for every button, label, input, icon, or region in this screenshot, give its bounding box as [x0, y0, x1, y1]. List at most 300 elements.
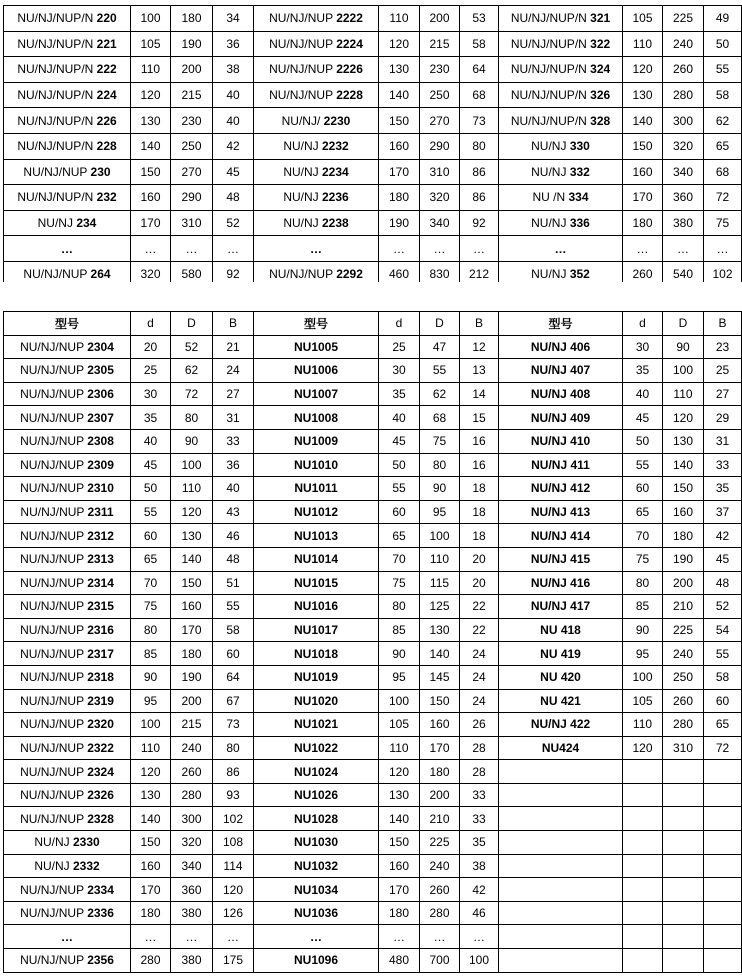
value-B: 80	[460, 133, 499, 159]
model-number: 2304	[87, 339, 114, 354]
value-D: 52	[171, 335, 213, 359]
table-row	[4, 807, 742, 831]
model-cell	[4, 429, 131, 453]
value-D: 110	[420, 547, 460, 571]
model-prefix: NU/NJ/NUP/N	[17, 36, 97, 51]
model-cell	[254, 547, 379, 571]
model-prefix: NU/NJ/NUP	[20, 646, 88, 661]
value-d: 80	[623, 571, 663, 595]
value-D	[663, 878, 704, 902]
model-prefix: NU/NJ/NUP	[20, 363, 88, 378]
model-prefix: NU/NJ	[531, 267, 570, 282]
value-d: 105	[623, 689, 663, 713]
model-cell	[499, 618, 623, 642]
value-d: …	[131, 925, 171, 949]
model-cell	[499, 760, 623, 784]
value-B: 24	[460, 642, 499, 666]
value-D: 215	[171, 82, 213, 108]
model-number: NU1024	[293, 764, 339, 779]
table-row	[4, 500, 742, 524]
model-number: 2310	[87, 481, 114, 496]
value-D: 250	[420, 82, 460, 108]
model-prefix: NU/NJ/NUP/N	[510, 88, 591, 103]
value-d: 130	[131, 783, 171, 807]
value-D: 180	[420, 760, 460, 784]
model-cell	[254, 453, 379, 477]
model-cell	[4, 236, 131, 262]
value-B: 126	[213, 901, 254, 925]
table-row	[4, 689, 742, 713]
value-d: 130	[379, 57, 420, 83]
header-model-2: 型号	[254, 312, 379, 336]
table-row	[4, 382, 742, 406]
value-d: 90	[131, 665, 171, 689]
model-prefix: NU/NJ/NUP/N	[17, 62, 97, 77]
value-D: 310	[420, 159, 460, 185]
value-B: 102	[704, 261, 742, 287]
value-d: 260	[623, 261, 663, 287]
value-D	[663, 783, 704, 807]
value-B: 67	[213, 689, 254, 713]
value-D: 180	[171, 642, 213, 666]
model-number: 2320	[87, 717, 114, 732]
value-D: 170	[420, 736, 460, 760]
model-number: NU1018	[293, 646, 339, 661]
table-row	[4, 406, 742, 430]
model-number: …	[310, 241, 322, 256]
value-D: 240	[171, 736, 213, 760]
value-d: 35	[379, 382, 420, 406]
value-D: …	[171, 925, 213, 949]
value-B: 31	[213, 406, 254, 430]
table-row	[4, 901, 742, 925]
model-cell	[499, 406, 623, 430]
value-d	[623, 783, 663, 807]
value-B: 42	[213, 133, 254, 159]
value-d: …	[379, 925, 420, 949]
model-cell	[499, 642, 623, 666]
model-cell	[499, 185, 623, 211]
value-D: 225	[663, 6, 704, 32]
model-number: 220	[96, 11, 117, 26]
value-B: 72	[704, 736, 742, 760]
model-number: 2234	[321, 164, 349, 179]
value-d: 110	[131, 736, 171, 760]
value-D: 540	[663, 261, 704, 287]
value-B: 37	[704, 500, 742, 524]
table-row	[4, 736, 742, 760]
model-cell	[4, 901, 131, 925]
value-B: 34	[213, 6, 254, 32]
model-prefix: NU/NJ/NUP	[20, 764, 88, 779]
value-B: 45	[704, 547, 742, 571]
value-B: 16	[460, 429, 499, 453]
value-d: 95	[379, 665, 420, 689]
value-d: 150	[379, 108, 420, 134]
table-row	[4, 477, 742, 501]
model-cell	[254, 133, 379, 159]
value-D	[663, 807, 704, 831]
model-number: 2318	[87, 670, 114, 685]
value-d: 460	[379, 261, 420, 287]
model-cell	[4, 760, 131, 784]
model-cell	[4, 524, 131, 548]
model-cell	[254, 901, 379, 925]
value-d: 170	[379, 159, 420, 185]
value-d: 105	[623, 6, 663, 32]
model-prefix: NU/NJ	[34, 835, 73, 850]
value-d: 110	[379, 736, 420, 760]
value-D: 580	[171, 261, 213, 287]
value-B: 86	[460, 185, 499, 211]
model-number: 224	[96, 88, 117, 103]
model-prefix: NU/NJ/NUP	[20, 740, 88, 755]
model-cell	[4, 595, 131, 619]
value-D: 140	[663, 453, 704, 477]
value-d: 65	[131, 547, 171, 571]
value-B: 102	[213, 807, 254, 831]
value-D	[663, 760, 704, 784]
value-d: 80	[379, 595, 420, 619]
model-cell	[499, 210, 623, 236]
model-number: 324	[590, 62, 611, 77]
value-B: 23	[704, 335, 742, 359]
model-number: 328	[590, 113, 611, 128]
model-cell	[4, 133, 131, 159]
table-row	[4, 429, 742, 453]
value-B: 33	[460, 783, 499, 807]
model-number: 2226	[336, 62, 363, 77]
value-D: 340	[663, 159, 704, 185]
value-D: 250	[663, 665, 704, 689]
model-cell	[4, 665, 131, 689]
model-cell	[254, 524, 379, 548]
model-number: 2313	[87, 552, 114, 567]
model-prefix: NU/NJ/NUP/N	[17, 190, 97, 205]
value-d: 150	[623, 133, 663, 159]
value-D: 270	[420, 108, 460, 134]
model-cell	[499, 359, 623, 383]
value-d: 20	[131, 335, 171, 359]
value-D: 200	[420, 783, 460, 807]
value-D: 140	[420, 642, 460, 666]
model-number: 230	[90, 164, 111, 179]
table-row	[4, 665, 742, 689]
model-cell	[4, 547, 131, 571]
value-B: 108	[213, 831, 254, 855]
value-d: …	[379, 236, 420, 262]
model-number: 2309	[87, 457, 114, 472]
model-cell	[499, 335, 623, 359]
value-B: 62	[704, 108, 742, 134]
value-D: 215	[420, 31, 460, 57]
model-number: NU1015	[293, 575, 339, 590]
value-B: 58	[460, 31, 499, 57]
value-D: 80	[171, 406, 213, 430]
header-d-2: d	[379, 312, 420, 336]
model-cell	[4, 108, 131, 134]
value-D: 310	[663, 736, 704, 760]
value-d: 120	[379, 31, 420, 57]
value-d	[623, 807, 663, 831]
model-number: 2236	[321, 190, 349, 205]
value-B: 75	[704, 210, 742, 236]
model-cell	[254, 736, 379, 760]
value-D	[663, 925, 704, 949]
model-cell	[254, 925, 379, 949]
value-d: 35	[623, 359, 663, 383]
model-number: NU/NJ 408	[530, 387, 591, 402]
model-cell	[254, 335, 379, 359]
value-B: …	[213, 236, 254, 262]
table-row	[4, 524, 742, 548]
value-B: 46	[213, 524, 254, 548]
model-prefix: NU/NJ/NUP	[20, 505, 88, 520]
model-cell	[4, 335, 131, 359]
model-number: …	[554, 241, 567, 256]
model-cell	[499, 878, 623, 902]
model-number: NU1022	[293, 740, 339, 755]
value-d: 60	[623, 477, 663, 501]
value-d: 105	[379, 713, 420, 737]
value-B: …	[460, 236, 499, 262]
value-d: 45	[379, 429, 420, 453]
value-B: 212	[460, 261, 499, 287]
model-cell	[4, 878, 131, 902]
value-d: 110	[131, 57, 171, 83]
value-B: 65	[704, 133, 742, 159]
value-d: 55	[131, 500, 171, 524]
table-row	[4, 713, 742, 737]
model-number: 234	[76, 216, 97, 231]
value-B: 36	[213, 31, 254, 57]
model-number: 2326	[87, 788, 114, 803]
value-D: 130	[663, 429, 704, 453]
model-cell	[4, 6, 131, 32]
value-D	[663, 949, 704, 973]
table-row	[4, 359, 742, 383]
value-B: 38	[213, 57, 254, 83]
value-B: 22	[460, 595, 499, 619]
value-B: 51	[213, 571, 254, 595]
value-d: 100	[131, 713, 171, 737]
model-number: NU/NJ 406	[530, 339, 591, 354]
model-number: 2328	[87, 811, 114, 826]
value-d	[623, 949, 663, 973]
value-D: 150	[420, 689, 460, 713]
value-B: 58	[704, 665, 742, 689]
value-B: 86	[460, 159, 499, 185]
value-B: 14	[460, 382, 499, 406]
model-cell	[4, 82, 131, 108]
model-cell	[4, 854, 131, 878]
value-d: 480	[379, 949, 420, 973]
model-cell	[4, 783, 131, 807]
model-cell	[254, 108, 379, 134]
value-D: 320	[420, 185, 460, 211]
model-prefix: NU/NJ	[37, 216, 77, 231]
model-prefix: NU /N	[532, 190, 569, 205]
model-number: NU1005	[293, 339, 339, 354]
model-prefix: NU/NJ/NUP	[20, 528, 88, 543]
value-d: 90	[379, 642, 420, 666]
model-prefix: NU/NJ/NUP	[20, 623, 88, 638]
model-number: NU1006	[293, 363, 339, 378]
value-B: 26	[460, 713, 499, 737]
model-prefix: NU/NJ	[34, 858, 73, 873]
value-B: 55	[704, 642, 742, 666]
model-number: NU/NJ 412	[530, 481, 591, 496]
value-B: 53	[460, 6, 499, 32]
model-prefix: NU/NJ	[283, 190, 322, 205]
table-row	[4, 618, 742, 642]
model-number: NU1032	[293, 858, 339, 873]
value-B	[704, 854, 742, 878]
model-cell	[499, 807, 623, 831]
value-D: …	[171, 236, 213, 262]
model-number: 2222	[336, 11, 363, 26]
model-cell	[254, 57, 379, 83]
value-B: 73	[460, 108, 499, 134]
value-d: 75	[131, 595, 171, 619]
value-d: 150	[131, 831, 171, 855]
model-prefix: NU/NJ/NUP	[20, 953, 88, 968]
value-B	[704, 807, 742, 831]
value-B: 28	[460, 736, 499, 760]
model-number: 2228	[336, 88, 363, 103]
value-d: 70	[623, 524, 663, 548]
model-number: NU 419	[540, 646, 581, 661]
table-row	[4, 210, 742, 236]
value-d: 140	[379, 807, 420, 831]
model-prefix: NU/NJ/NUP	[20, 882, 88, 897]
value-B: 55	[213, 595, 254, 619]
table-row	[4, 236, 742, 262]
model-number: NU/NJ 410	[530, 434, 591, 449]
model-cell	[254, 689, 379, 713]
value-d	[623, 901, 663, 925]
model-number: 2308	[87, 434, 114, 449]
table-bottom-body	[4, 335, 742, 972]
model-cell	[4, 185, 131, 211]
model-prefix: NU/NJ/NUP	[23, 267, 91, 282]
value-B: 48	[213, 185, 254, 211]
value-D: 100	[171, 453, 213, 477]
value-D: 320	[171, 831, 213, 855]
value-D: 200	[171, 689, 213, 713]
model-cell	[499, 82, 623, 108]
model-cell	[499, 382, 623, 406]
model-cell	[499, 108, 623, 134]
value-B: 28	[460, 760, 499, 784]
value-D: 110	[663, 382, 704, 406]
model-number: 2317	[87, 646, 114, 661]
value-d: 30	[623, 335, 663, 359]
model-prefix: NU/NJ/NUP	[20, 599, 88, 614]
value-d: 120	[379, 760, 420, 784]
model-prefix: NU/NJ/NUP	[20, 552, 88, 567]
value-B: 46	[460, 901, 499, 925]
value-B: 64	[460, 57, 499, 83]
value-D: 200	[171, 57, 213, 83]
header-B-3: B	[704, 312, 742, 336]
model-cell	[499, 429, 623, 453]
model-cell	[254, 210, 379, 236]
model-cell	[499, 736, 623, 760]
value-d: 70	[379, 547, 420, 571]
value-B: 27	[213, 382, 254, 406]
model-cell	[254, 831, 379, 855]
model-number: NU1021	[293, 717, 339, 732]
value-D: 130	[420, 618, 460, 642]
table-row	[4, 82, 742, 108]
model-number: 2324	[87, 764, 114, 779]
value-d: 80	[131, 618, 171, 642]
model-prefix: NU/NJ	[531, 164, 570, 179]
model-cell	[254, 571, 379, 595]
model-number: 2307	[87, 410, 114, 425]
model-cell	[4, 831, 131, 855]
model-prefix: NU/NJ	[283, 139, 322, 154]
model-cell	[254, 949, 379, 973]
value-d: 60	[379, 500, 420, 524]
value-B: 31	[704, 429, 742, 453]
model-number: 2230	[323, 113, 351, 128]
value-d: 170	[131, 210, 171, 236]
value-B: 24	[213, 359, 254, 383]
bearing-table-top	[3, 5, 742, 288]
value-D: 200	[663, 571, 704, 595]
model-number: NU/NJ 416	[530, 575, 591, 590]
value-d: 55	[379, 477, 420, 501]
header-row	[4, 312, 742, 336]
header-model-3: 型号	[499, 312, 623, 336]
model-prefix: NU/NJ/NUP	[269, 62, 337, 77]
model-number: 228	[96, 139, 117, 154]
model-number: …	[61, 241, 73, 256]
value-B: 33	[704, 453, 742, 477]
value-B: 35	[460, 831, 499, 855]
value-B: 21	[213, 335, 254, 359]
value-d: 120	[623, 736, 663, 760]
value-D: 280	[420, 901, 460, 925]
value-d: 180	[623, 210, 663, 236]
model-cell	[499, 831, 623, 855]
value-D: 240	[420, 854, 460, 878]
value-B: 40	[213, 477, 254, 501]
value-d: 90	[623, 618, 663, 642]
table-row	[4, 571, 742, 595]
model-number: NU1008	[293, 410, 339, 425]
value-B: 58	[704, 82, 742, 108]
value-d: 130	[623, 82, 663, 108]
model-number: NU1014	[293, 552, 339, 567]
model-number: 2232	[321, 139, 349, 154]
header-D-3: D	[663, 312, 704, 336]
value-d	[623, 878, 663, 902]
model-number: NU1030	[293, 835, 339, 850]
model-prefix: NU/NJ/NUP	[20, 670, 88, 685]
value-D: 120	[663, 406, 704, 430]
table-row	[4, 783, 742, 807]
model-cell	[4, 406, 131, 430]
model-cell	[499, 524, 623, 548]
value-d: …	[623, 236, 663, 262]
model-cell	[499, 133, 623, 159]
model-cell	[499, 571, 623, 595]
model-number: 226	[96, 113, 117, 128]
model-number: 2315	[87, 599, 114, 614]
